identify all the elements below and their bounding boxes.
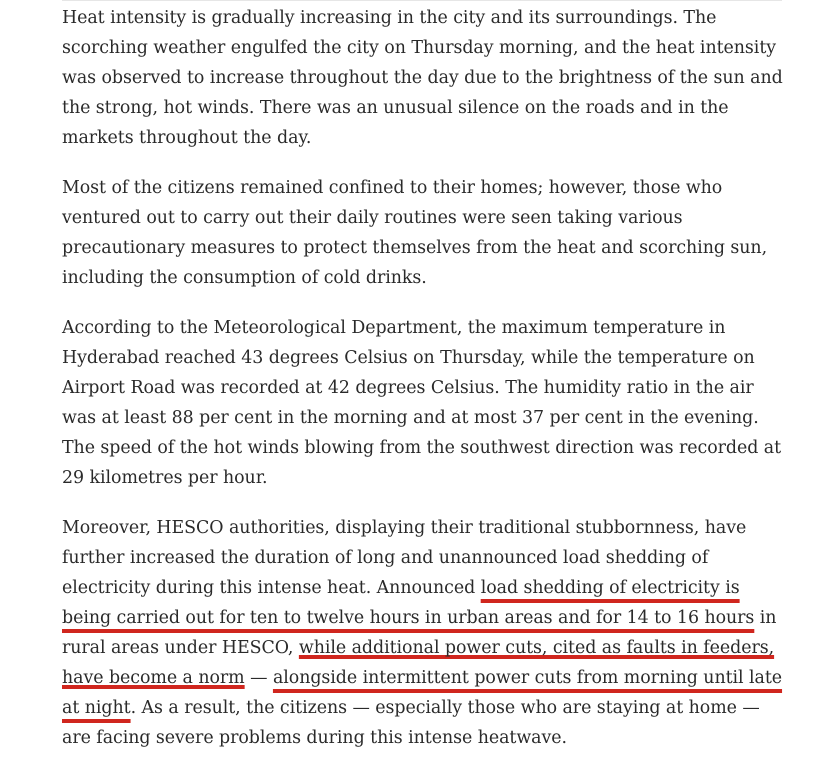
load-shedding-text-4: . As a result, the citizens — especially those who are staying at home — are facing severe problems during this intense heatwave.	[62, 698, 760, 748]
highlight-intermittent-cuts: alongside intermittent power cuts from morning until late at night	[62, 668, 783, 718]
load-shedding-text-1: Moreover, HESCO authorities, displaying their traditional stubbornness, have further increased the duration of long and unannounced load shedding of electricity during this intense heat. Announced	[62, 518, 747, 598]
load-shedding-text-3: —	[244, 668, 273, 688]
paragraph-meteorological-report: According to the Meteorological Department, the maximum temperature in Hyderabad reached 43 degrees Celsius on Thursday, while the temperature on Airport Road was recorded at 42 degrees Celsius. The humidity ratio in the air was at least 88 per cent in the morning and at most 37 per cent in the evening. The speed of the hot winds blowing from the southwest direction was recorded at 29 kilometres per hour.	[62, 318, 782, 488]
highlight-load-shedding-hours: load shedding of electricity is being carried out for ten to twelve hours in urban areas and for 14 to 16 hours	[62, 578, 755, 628]
paragraph-heat-intensity: Heat intensity is gradually increasing in the city and its surroundings. The scorching weather engulfed the city on Thursday morning, and the heat intensity was observed to increase throughout the day due to the brightness of the sun and the strong, hot winds. There was an unusual silence on the roads and in the markets throughout the day.	[62, 8, 783, 148]
paragraph-citizens-confined: Most of the citizens remained confined to their homes; however, those who ventured out to carry out their daily routines were seen taking various precautionary measures to protect themselves from the heat and scorching sun, including the consumption of cold drinks.	[62, 178, 768, 288]
top-divider	[62, 0, 782, 1]
paragraph-load-shedding	[62, 513, 784, 753]
highlight-feeder-faults: while additional power cuts, cited as faults in feeders, have become a norm	[62, 638, 775, 688]
article-body	[62, 3, 784, 773]
load-shedding-text-2: in rural areas under HESCO,	[62, 608, 777, 658]
